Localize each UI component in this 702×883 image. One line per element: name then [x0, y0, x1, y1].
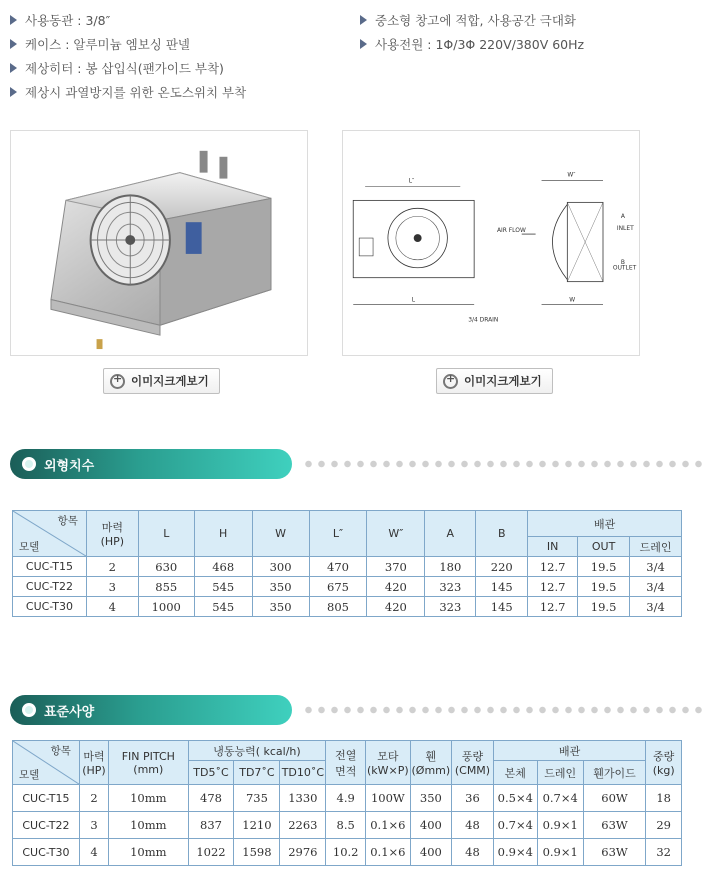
dimension-drawing[interactable] [342, 130, 640, 356]
label-outlet: OUTLET [612, 264, 637, 272]
feature-column-left [10, 8, 246, 104]
cell: 805 [309, 597, 367, 617]
feature-item [360, 32, 584, 56]
bullet-arrow-icon [360, 15, 367, 25]
label-a: A [620, 213, 625, 221]
feature-text: 제상시 과열방지를 위한 온도스위치 부착 [25, 85, 247, 100]
cell: 400 [410, 839, 451, 866]
feature-item [10, 32, 246, 56]
cell: 1598 [234, 839, 280, 866]
cell: 468 [194, 557, 252, 577]
header-h: H [194, 511, 252, 557]
header-pipe-group: 배관 [528, 511, 682, 537]
cell: 735 [234, 785, 280, 812]
bullet-arrow-icon [10, 15, 17, 25]
header-pipe-group: 배관 [493, 741, 646, 761]
bullet-arrow-icon [360, 39, 367, 49]
section-title: 외형치수 [44, 458, 95, 474]
view-button-label: 이미지크게보기 [464, 374, 542, 388]
cell: 470 [309, 557, 367, 577]
cell: 400 [410, 812, 451, 839]
header-w-prime: W″ [367, 511, 425, 557]
dimension-drawing-image [343, 131, 639, 355]
cell: 478 [188, 785, 234, 812]
header-capacity-group: 냉동능력( kcal/h) [188, 741, 326, 761]
cell: 100W [366, 785, 411, 812]
feature-item [10, 80, 246, 104]
view-large-drawing-button[interactable] [436, 368, 553, 394]
cell: 8.5 [326, 812, 366, 839]
cell: 220 [476, 557, 528, 577]
table-row [13, 577, 682, 597]
cell: 1000 [138, 597, 194, 617]
corner-top-label: 항목 [50, 745, 71, 757]
cell-model: CUC-T15 [13, 557, 87, 577]
header-hp: 마력 (HP) [79, 741, 108, 785]
header-a: A [425, 511, 476, 557]
header-b: B [476, 511, 528, 557]
cell: 32 [646, 839, 682, 866]
label-inlet: INLET [616, 225, 634, 233]
cell-model: CUC-T22 [13, 812, 80, 839]
section-pill [10, 449, 292, 479]
table-row [13, 785, 682, 812]
cell: 2 [79, 785, 108, 812]
label-air-flow: AIR FLOW [496, 227, 526, 235]
header-pipe-fan-guide: 휀가이드 [583, 761, 646, 785]
bullet-arrow-icon [10, 63, 17, 73]
label-w-prime: W″ [567, 171, 576, 179]
cell: 4.9 [326, 785, 366, 812]
cell: 12.7 [528, 557, 578, 577]
header-w: W [252, 511, 309, 557]
cell: 48 [452, 812, 494, 839]
dimensions-table [12, 510, 682, 617]
cell: 4 [79, 839, 108, 866]
header-td5: TD5˚C [188, 761, 234, 785]
cell: 350 [252, 577, 309, 597]
cell: 0.7×4 [537, 785, 583, 812]
header-fan: 휀 (Ømm) [410, 741, 451, 785]
header-l: L [138, 511, 194, 557]
cell: 0.1×6 [366, 812, 411, 839]
cell: 10mm [109, 839, 188, 866]
header-pipe-in: IN [528, 537, 578, 557]
header-hp: 마력 (HP) [86, 511, 138, 557]
cell: 180 [425, 557, 476, 577]
cell: 1022 [188, 839, 234, 866]
label-l: L [411, 296, 416, 304]
cell: 2263 [280, 812, 326, 839]
cell: 300 [252, 557, 309, 577]
cell: 3/4 [630, 557, 682, 577]
zoom-in-icon [443, 374, 458, 389]
feature-text: 케이스 : 알루미늄 엠보싱 판넬 [25, 37, 191, 52]
cell-model: CUC-T30 [13, 839, 80, 866]
cell: 1330 [280, 785, 326, 812]
cell: 19.5 [578, 597, 630, 617]
section-header-dimensions [10, 449, 702, 479]
cell: 420 [367, 577, 425, 597]
zoom-in-icon [110, 374, 125, 389]
corner-top-label: 항목 [57, 515, 78, 527]
cell: 323 [425, 597, 476, 617]
cell: 12.7 [528, 597, 578, 617]
cell: 370 [367, 557, 425, 577]
cell: 675 [309, 577, 367, 597]
cell: 19.5 [578, 557, 630, 577]
table-row [13, 557, 682, 577]
table-row [13, 597, 682, 617]
cell: 3 [86, 577, 138, 597]
cell: 145 [476, 577, 528, 597]
cell: 3/4 [630, 577, 682, 597]
cell: 60W [583, 785, 646, 812]
header-area: 전열 면적 [326, 741, 366, 785]
corner-bottom-label: 모델 [19, 541, 40, 553]
cell: 420 [367, 597, 425, 617]
table-row [13, 839, 682, 866]
cell: 323 [425, 577, 476, 597]
header-td7: TD7˚C [234, 761, 280, 785]
cell: 2976 [280, 839, 326, 866]
label-w: W [569, 296, 576, 304]
header-motor: 모타 (kW×P) [366, 741, 411, 785]
header-pipe-out: OUT [578, 537, 630, 557]
cell: 855 [138, 577, 194, 597]
feature-item [10, 56, 246, 80]
cell: 0.7×4 [493, 812, 537, 839]
feature-text: 사용동관 : 3/8″ [25, 13, 111, 28]
cell-model: CUC-T15 [13, 785, 80, 812]
feature-item [10, 8, 246, 32]
header-td10: TD10˚C [280, 761, 326, 785]
circle-dot-icon [22, 703, 36, 717]
label-b: B [620, 258, 625, 266]
header-l-prime: L″ [309, 511, 367, 557]
feature-text: 중소형 창고에 적합, 사용공간 극대화 [375, 13, 576, 28]
product-photo[interactable] [10, 130, 308, 356]
header-weight: 중량 (kg) [646, 741, 682, 785]
cell: 0.9×1 [537, 839, 583, 866]
header-pipe-drain: 드레인 [537, 761, 583, 785]
feature-text: 사용전원 : 1Φ/3Φ 220V/380V 60Hz [375, 37, 585, 52]
corner-header [13, 741, 80, 785]
section-pill [10, 695, 292, 725]
cell: 19.5 [578, 577, 630, 597]
cell: 1210 [234, 812, 280, 839]
feature-text: 제상히터 : 봉 삽입식(팬가이드 부착) [25, 61, 224, 76]
cell: 63W [583, 812, 646, 839]
cell: 10.2 [326, 839, 366, 866]
table-row [13, 812, 682, 839]
cell: 10mm [109, 812, 188, 839]
feature-item [360, 8, 584, 32]
bullet-arrow-icon [10, 87, 17, 97]
label-drain: 3/4 DRAIN [468, 316, 499, 324]
cell: 10mm [109, 785, 188, 812]
cell: 36 [452, 785, 494, 812]
cell: 0.9×4 [493, 839, 537, 866]
cell: 145 [476, 597, 528, 617]
cell: 545 [194, 597, 252, 617]
cell: 0.1×6 [366, 839, 411, 866]
cell: 48 [452, 839, 494, 866]
cell-model: CUC-T22 [13, 577, 87, 597]
dotted-divider [302, 460, 702, 468]
circle-dot-icon [22, 457, 36, 471]
header-pipe-drain: 드레인 [630, 537, 682, 557]
corner-bottom-label: 모델 [19, 769, 40, 781]
cell: 0.5×4 [493, 785, 537, 812]
cell: 63W [583, 839, 646, 866]
cell: 3/4 [630, 597, 682, 617]
label-l-prime: L″ [408, 177, 415, 185]
corner-header [13, 511, 87, 557]
cell: 18 [646, 785, 682, 812]
cell: 630 [138, 557, 194, 577]
cell: 2 [86, 557, 138, 577]
section-title: 표준사양 [44, 704, 95, 720]
cell: 350 [252, 597, 309, 617]
header-fin-pitch: FIN PITCH (mm) [109, 741, 188, 785]
cell: 12.7 [528, 577, 578, 597]
cell: 837 [188, 812, 234, 839]
feature-column-right [360, 8, 584, 56]
view-button-label: 이미지크게보기 [131, 374, 209, 388]
specs-table [12, 740, 682, 866]
cell: 545 [194, 577, 252, 597]
cell: 4 [86, 597, 138, 617]
cell: 0.9×1 [537, 812, 583, 839]
cell: 350 [410, 785, 451, 812]
bullet-arrow-icon [10, 39, 17, 49]
section-header-specs [10, 695, 702, 725]
view-large-image-button[interactable] [103, 368, 220, 394]
unit-cooler-image [11, 131, 307, 355]
header-pipe-body: 본체 [493, 761, 537, 785]
cell-model: CUC-T30 [13, 597, 87, 617]
cell: 29 [646, 812, 682, 839]
cell: 3 [79, 812, 108, 839]
header-airflow: 풍량 (CMM) [452, 741, 494, 785]
dotted-divider [302, 706, 702, 714]
